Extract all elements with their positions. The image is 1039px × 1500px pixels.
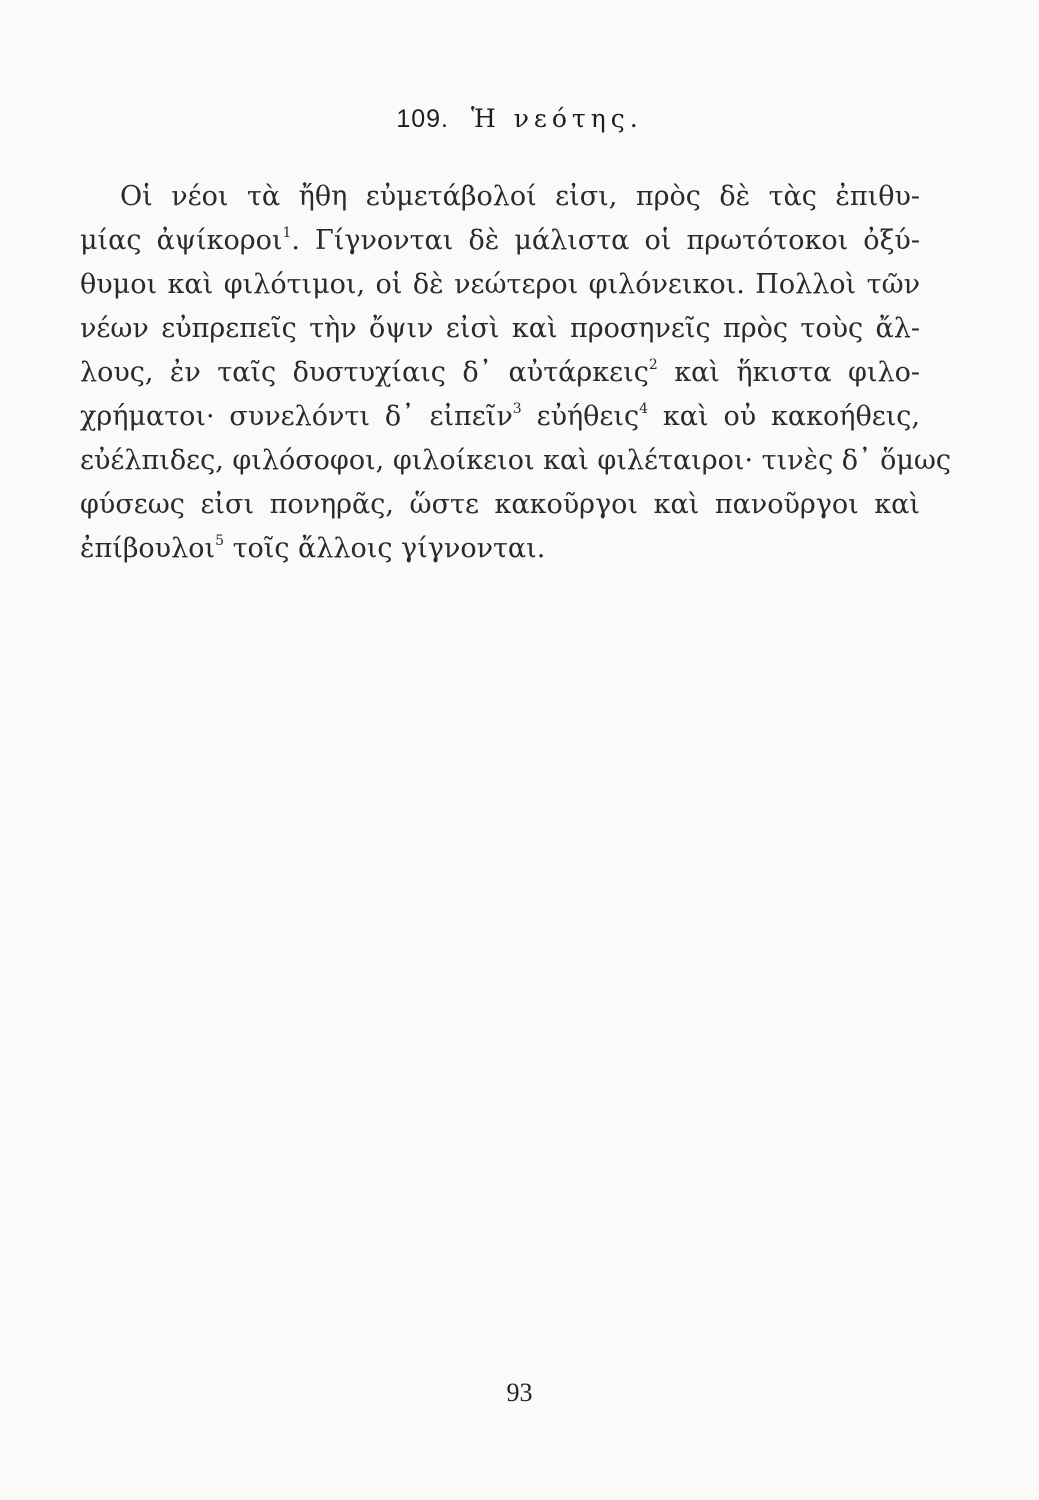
text-segment: εὐήθεις [521,401,640,432]
page-number: 93 [506,1378,533,1407]
text-segment: καὶ ἥκιστα φιλο- [657,357,920,388]
section-title: Ἡ νεότης. [470,104,643,133]
text-segment: χρήματοι· συνελόντι δ᾽ εἰπεῖν [80,401,513,432]
text-line [80,483,920,527]
footnote-marker: 3 [512,401,522,417]
text-line [80,527,920,571]
text-line [80,219,920,263]
footnote-marker: 1 [282,225,292,241]
paragraph [80,175,952,571]
text-line [80,307,920,351]
text-segment: καὶ οὐ κακοήθεις, [648,401,920,432]
text-line [80,395,920,439]
text-segment: . Γίγνονται δὲ μάλιστα οἱ πρωτότοκοι ὀξύ- [291,225,920,256]
text-segment: μίας ἀψίκοροι [80,225,283,256]
footnote-marker: 5 [215,533,224,549]
footnote-marker: 2 [648,357,658,373]
text-line [80,175,920,219]
text-line [80,263,920,307]
section-heading [0,103,1039,135]
footnote-marker: 4 [639,401,649,417]
text-segment: νέων εὐπρεπεῖς τὴν ὄψιν εἰσὶ καὶ προσηνεῖς πρὸς τοὺς ἄλ- [80,313,920,344]
text-line [80,439,952,483]
text-segment: θυμοι καὶ φιλότιμοι, οἱ δὲ νεώτεροι φιλόνεικοι. Πολλοὶ τῶν [80,269,920,300]
section-number: 109. [396,105,449,133]
text-segment: ἐπίβουλοι [80,533,216,564]
text-segment: φύσεως εἰσι πονηρᾶς, ὥστε κακοῦργοι καὶ πανοῦργοι καὶ [80,489,920,520]
text-segment: λους, ἐν ταῖς δυστυχίαις δ᾽ αὐτάρκεις [80,357,649,388]
text-segment: Οἱ νέοι τὰ ἤθη εὐμετάβολοί εἰσι, πρὸς δὲ τὰς ἐπιθυ- [120,181,920,212]
text-line [80,351,920,395]
text-segment: τοῖς ἄλλοις γίγνονται. [223,533,546,564]
text-segment: εὐέλπιδες, φιλόσοφοι, φιλοίκειοι καὶ φιλέταιροι· τινὲς δ᾽ ὅμως [80,445,952,476]
